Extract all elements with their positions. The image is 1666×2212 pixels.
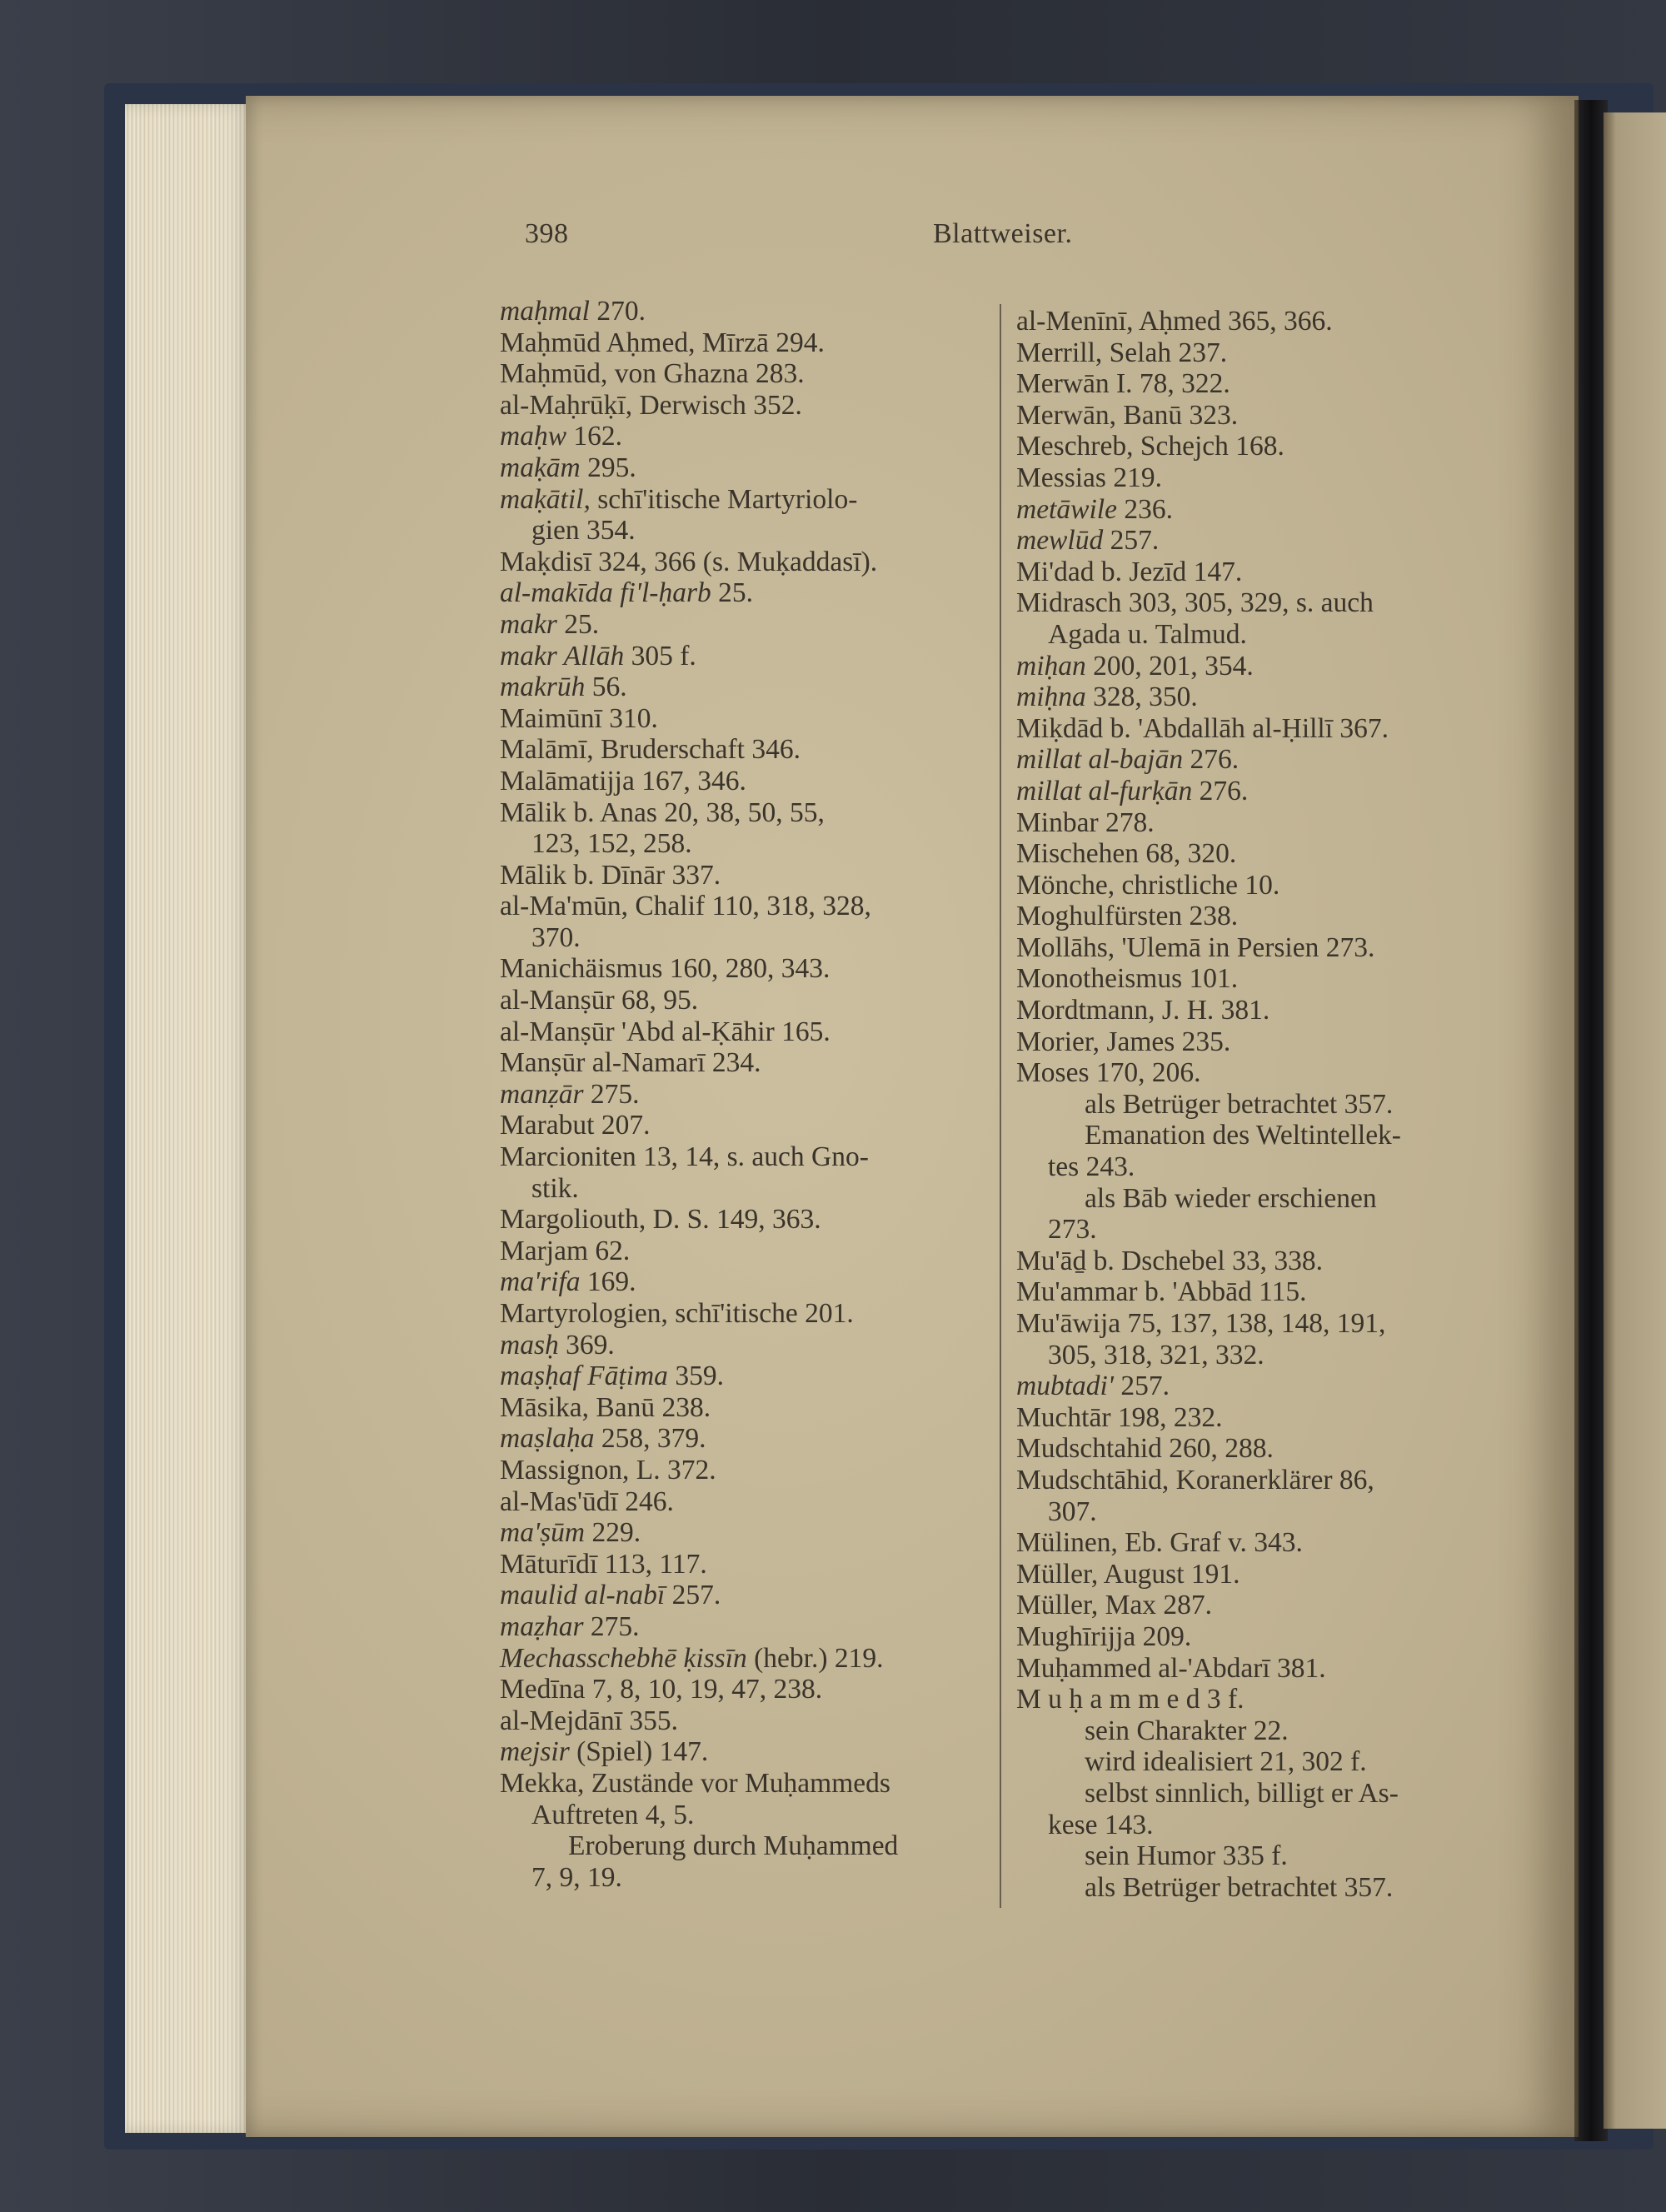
index-entry	[500, 1768, 1000, 1800]
index-term: al-makīda fi'l-ḥarb	[500, 577, 711, 609]
index-text: al-Ma'mūn, Chalif 110, 318, 328,	[500, 891, 871, 922]
index-text: Eroberung durch Muḥammed	[568, 1830, 899, 1862]
index-entry	[500, 1392, 1000, 1424]
index-text: 7, 9, 19.	[531, 1861, 622, 1893]
index-entry	[500, 1674, 1000, 1705]
index-text: 257.	[1103, 525, 1160, 557]
index-text: 25.	[711, 577, 753, 609]
index-text: Mālik b. Anas 20, 38, 50, 55,	[500, 796, 825, 828]
index-entry	[1016, 963, 1504, 995]
index-entry	[1016, 1120, 1504, 1151]
index-entry	[1016, 1778, 1504, 1810]
index-entry	[1016, 901, 1504, 932]
index-entry	[1016, 1465, 1504, 1496]
index-text: schī'itische Martyriolo-	[590, 483, 858, 515]
index-entry	[500, 577, 1000, 609]
index-entry	[500, 484, 1000, 516]
index-entry	[500, 547, 1000, 578]
index-entry	[500, 1266, 1000, 1298]
index-text: Merrill, Selah 237.	[1016, 337, 1228, 368]
index-text: Mischehen 68, 320.	[1016, 838, 1237, 870]
index-term: ma'ṣūm	[500, 1517, 586, 1549]
index-text: M u ḥ a m m e d 3 f.	[1016, 1684, 1245, 1715]
index-text: (Spiel) 147.	[569, 1736, 709, 1768]
index-text: Maḥmūd, von Ghazna 283.	[500, 358, 805, 390]
index-text: 236.	[1116, 493, 1173, 525]
index-text: Maimūnī 310.	[500, 702, 658, 734]
index-entry	[500, 672, 1000, 703]
index-text: 25.	[556, 608, 600, 640]
index-entry	[1016, 1276, 1504, 1308]
index-entry	[500, 1830, 1000, 1862]
index-text: Mu'āḏ b. Dschebel 33, 338.	[1016, 1245, 1323, 1276]
index-entry	[500, 985, 1000, 1016]
index-text: Merwān I. 78, 322.	[1016, 368, 1230, 400]
index-entry	[500, 358, 1000, 390]
index-text: Emanation des Weltintellek-	[1085, 1120, 1401, 1151]
index-text: Malāmī, Bruderschaft 346.	[500, 734, 801, 766]
index-entry	[1016, 776, 1504, 807]
facing-page-edge	[1604, 112, 1666, 2129]
index-term: millat al-bajān	[1016, 744, 1184, 776]
index-entry	[500, 452, 1000, 484]
index-entry	[1016, 1151, 1504, 1183]
index-text: 307.	[1048, 1495, 1097, 1527]
index-term: mubtadi'	[1016, 1371, 1114, 1402]
index-entry	[1016, 807, 1504, 839]
index-text: al-Manṣūr 'Abd al-Ḳāhir 165.	[500, 1016, 831, 1047]
index-term: maṣḥaf Fāṭima	[500, 1361, 668, 1392]
index-entry	[500, 1486, 1000, 1518]
index-term: manẓār	[500, 1078, 584, 1110]
index-entry	[500, 1517, 1000, 1549]
index-entry	[500, 891, 1000, 922]
index-text: Agada u. Talmud.	[1048, 618, 1247, 650]
index-text: Mordtmann, J. H. 381.	[1016, 995, 1270, 1026]
index-entry	[500, 1298, 1000, 1330]
index-text: Morier, James 235.	[1016, 1026, 1231, 1057]
index-text: Mu'ammar b. 'Abbād 115.	[1016, 1276, 1307, 1308]
index-entry	[500, 922, 1000, 954]
index-term: masḥ	[500, 1329, 559, 1361]
index-text: 305 f.	[624, 640, 696, 672]
index-entry	[1016, 838, 1504, 870]
index-text: kese 143.	[1048, 1809, 1154, 1840]
index-text: 270.	[589, 296, 646, 327]
index-text: Maḳdisī 324, 366 (s. Muḳaddasī).	[500, 546, 878, 577]
index-entry	[1016, 1590, 1504, 1621]
index-text: als Bāb wieder erschienen	[1085, 1182, 1377, 1214]
index-entry	[500, 1361, 1000, 1392]
index-entry	[1016, 462, 1504, 494]
index-entry	[500, 1330, 1000, 1361]
index-entry	[1016, 1089, 1504, 1121]
index-entry	[500, 1862, 1000, 1894]
index-entry	[500, 703, 1000, 735]
index-entry	[500, 797, 1000, 829]
index-term: millat al-furḳān	[1016, 775, 1193, 806]
index-text: Mönche, christliche 10.	[1016, 869, 1280, 901]
index-entry	[1016, 1840, 1504, 1872]
index-text: Auftreten 4, 5.	[531, 1799, 695, 1830]
page-edges	[125, 104, 250, 2133]
index-entry	[500, 860, 1000, 891]
index-entry	[500, 296, 1000, 327]
index-text: al-Mas'ūdī 246.	[500, 1485, 674, 1517]
index-entry	[1016, 306, 1504, 337]
index-entry	[1016, 1872, 1504, 1904]
index-term: miḥna	[1016, 682, 1086, 713]
index-text: 258, 379.	[594, 1423, 706, 1455]
index-text: Manichäismus 160, 280, 343.	[500, 953, 831, 985]
index-entry	[1016, 431, 1504, 462]
index-entry	[1016, 1621, 1504, 1653]
index-term: maulid al-nabī	[500, 1580, 666, 1611]
index-entry	[500, 953, 1000, 985]
index-term: maẓhar	[500, 1610, 584, 1642]
index-text: Müller, August 191.	[1016, 1558, 1240, 1590]
index-entry	[500, 1549, 1000, 1580]
index-text: Maḥmūd Aḥmed, Mīrzā 294.	[500, 327, 825, 358]
index-entry	[500, 1643, 1000, 1675]
index-entry	[1016, 1214, 1504, 1246]
index-term: makrūh	[500, 672, 586, 703]
index-term: Mechasschebhē ḳissīn	[500, 1642, 747, 1674]
index-entry	[500, 1236, 1000, 1267]
index-entry	[1016, 1527, 1504, 1559]
index-text: Martyrologien, schī'itische 201.	[500, 1298, 854, 1329]
index-entry	[500, 766, 1000, 797]
page-number: 398	[525, 218, 569, 249]
index-text: Moses 170, 206.	[1016, 1057, 1201, 1089]
index-entry	[1016, 587, 1504, 619]
index-entry	[1016, 1715, 1504, 1747]
index-entry	[1016, 368, 1504, 400]
index-text: Mudschtahid 260, 288.	[1016, 1433, 1274, 1465]
column-rule	[1000, 304, 1001, 1908]
index-entry	[1016, 1402, 1504, 1434]
index-text: Malāmatijja 167, 346.	[500, 765, 746, 796]
index-text: Minbar 278.	[1016, 806, 1155, 838]
index-text: Monotheismus 101.	[1016, 963, 1239, 995]
index-entry	[500, 327, 1000, 359]
index-entry	[1016, 525, 1504, 557]
index-text: Māsika, Banū 238.	[500, 1391, 711, 1423]
index-entry	[1016, 557, 1504, 588]
index-text: stik.	[531, 1172, 579, 1204]
index-text: Marjam 62.	[500, 1235, 631, 1266]
index-text: al-Menīnī, Aḥmed 365, 366.	[1016, 306, 1333, 337]
index-entry	[1016, 1308, 1504, 1340]
index-entry	[1016, 1026, 1504, 1058]
index-text: 229.	[585, 1517, 641, 1549]
index-term: maḥw	[500, 421, 567, 452]
index-text: 162.	[566, 421, 623, 452]
index-text: Mi'dad b. Jezīd 147.	[1016, 556, 1243, 587]
index-text: Marcioniten 13, 14, s. auch Gno-	[500, 1141, 869, 1173]
index-text: Marabut 207.	[500, 1110, 651, 1141]
index-text: al-Maḥrūḳī, Derwisch 352.	[500, 389, 802, 421]
index-entry	[500, 390, 1000, 422]
index-text: wird idealisiert 21, 302 f.	[1085, 1746, 1367, 1778]
index-text: 169.	[580, 1266, 636, 1298]
index-entry	[1016, 1340, 1504, 1371]
index-text: 359.	[667, 1361, 724, 1392]
index-text: Müller, Max 287.	[1016, 1590, 1212, 1621]
index-term: maṣlaḥa	[500, 1423, 595, 1455]
index-entry	[1016, 400, 1504, 432]
index-text: Mālik b. Dīnār 337.	[500, 859, 721, 891]
index-entry	[1016, 1684, 1504, 1715]
index-entry	[1016, 1183, 1504, 1215]
index-entry	[1016, 1559, 1504, 1590]
index-text: Moghulfürsten 238.	[1016, 901, 1239, 932]
index-text: (hebr.) 219.	[746, 1642, 884, 1674]
index-entry	[500, 734, 1000, 766]
index-entry	[1016, 1653, 1504, 1685]
index-text: Massignon, L. 372.	[500, 1454, 716, 1485]
index-entry	[500, 1580, 1000, 1611]
index-entry	[500, 1110, 1000, 1141]
index-entry	[500, 1705, 1000, 1737]
index-text: 257.	[1113, 1371, 1170, 1402]
running-head: Blattweiser.	[933, 218, 1073, 249]
index-text: gien 354.	[531, 515, 636, 547]
index-entry	[500, 1800, 1000, 1831]
index-term: mejsir	[500, 1736, 570, 1768]
index-entry	[500, 1079, 1000, 1111]
index-entry	[1016, 1057, 1504, 1089]
index-text: 200, 201, 354.	[1085, 650, 1254, 682]
index-entry	[500, 1204, 1000, 1236]
index-entry	[500, 515, 1000, 547]
index-entry	[500, 421, 1000, 452]
index-term: makr Allāh	[500, 640, 625, 672]
index-term: metāwile	[1016, 493, 1117, 525]
index-entry	[1016, 1433, 1504, 1465]
index-column-right	[1016, 306, 1504, 1903]
index-entry	[500, 1736, 1000, 1768]
index-text: Midrasch 303, 305, 329, s. auch	[1016, 587, 1374, 619]
index-entry	[500, 1141, 1000, 1173]
index-text: 369.	[558, 1329, 615, 1361]
index-entry	[1016, 1496, 1504, 1528]
index-text: Mu'āwija 75, 137, 138, 148, 191,	[1016, 1308, 1386, 1339]
index-entry	[1016, 651, 1504, 682]
index-text: Margoliouth, D. S. 149, 363.	[500, 1204, 821, 1236]
index-entry	[1016, 870, 1504, 901]
index-text: 275.	[583, 1078, 640, 1110]
index-text: sein Humor 335 f.	[1085, 1840, 1288, 1872]
index-entry	[500, 828, 1000, 860]
index-text: Messias 219.	[1016, 462, 1162, 493]
index-text: 275.	[583, 1610, 640, 1642]
index-text: sein Charakter 22.	[1085, 1715, 1289, 1746]
index-text: Medīna 7, 8, 10, 19, 47, 238.	[500, 1674, 823, 1705]
index-term: ma'rifa	[500, 1266, 581, 1298]
index-text: als Betrüger betrachtet 357.	[1085, 1871, 1394, 1903]
index-text: Mudschtāhid, Koranerklärer 86,	[1016, 1464, 1374, 1495]
index-text: 370.	[531, 921, 581, 953]
index-text: 295.	[580, 452, 636, 483]
index-entry	[500, 1423, 1000, 1455]
index-text: 123, 152, 258.	[531, 828, 692, 860]
index-text: tes 243.	[1048, 1151, 1135, 1183]
index-text: 328, 350.	[1085, 682, 1198, 713]
index-entry	[1016, 682, 1504, 713]
index-text: 305, 318, 321, 332.	[1048, 1339, 1264, 1371]
index-text: selbst sinnlich, billigt er As-	[1085, 1777, 1399, 1809]
index-text: als Betrüger betrachtet 357.	[1085, 1088, 1394, 1120]
index-term: maḥmal	[500, 296, 590, 327]
index-text: Mollāhs, 'Ulemā in Persien 273.	[1016, 931, 1375, 963]
index-term: mewlūd	[1016, 525, 1104, 557]
index-entry	[500, 1016, 1000, 1048]
index-entry	[1016, 494, 1504, 526]
index-entry	[500, 1047, 1000, 1079]
index-text: Miḳdād b. 'Abdallāh al-Ḥillī 367.	[1016, 712, 1389, 744]
index-entry	[1016, 744, 1504, 776]
index-term: maḳām	[500, 452, 581, 483]
index-entry	[1016, 995, 1504, 1026]
index-text: 257.	[665, 1580, 721, 1611]
index-entry	[1016, 619, 1504, 651]
index-text: Mülinen, Eb. Graf v. 343.	[1016, 1527, 1303, 1559]
index-column-left	[500, 296, 1000, 1893]
index-entry	[500, 609, 1000, 641]
index-text: Meschreb, Schejch 168.	[1016, 431, 1284, 462]
index-text: al-Manṣūr 68, 95.	[500, 985, 699, 1016]
index-text: Muchtār 198, 232.	[1016, 1401, 1223, 1433]
index-entry	[1016, 932, 1504, 964]
index-text: 56.	[585, 672, 627, 703]
index-text: Manṣūr al-Namarī 234.	[500, 1047, 761, 1079]
index-entry	[1016, 713, 1504, 745]
index-entry	[500, 1611, 1000, 1643]
index-text: 273.	[1048, 1214, 1097, 1246]
index-text: al-Mejdānī 355.	[500, 1705, 678, 1736]
index-entry	[1016, 1746, 1504, 1778]
book-gutter	[1574, 100, 1608, 2141]
index-entry	[1016, 1371, 1504, 1402]
index-text: 276.	[1183, 744, 1240, 776]
index-text: 276.	[1192, 775, 1249, 806]
index-text: Muḥammed al-'Abdarī 381.	[1016, 1652, 1326, 1684]
index-text: Merwān, Banū 323.	[1016, 399, 1239, 431]
index-term: maḳātil,	[500, 483, 591, 515]
index-entry	[1016, 1810, 1504, 1841]
index-entry	[500, 1173, 1000, 1205]
index-term: miḥan	[1016, 650, 1086, 682]
index-text: Māturīdī 113, 117.	[500, 1548, 707, 1580]
index-entry	[500, 641, 1000, 672]
index-entry	[1016, 337, 1504, 369]
index-entry	[1016, 1246, 1504, 1277]
index-text: Mekka, Zustände vor Muḥammeds	[500, 1767, 890, 1799]
index-entry	[500, 1455, 1000, 1486]
index-text: Mughīrijja 209.	[1016, 1620, 1192, 1652]
index-term: makr	[500, 608, 557, 640]
